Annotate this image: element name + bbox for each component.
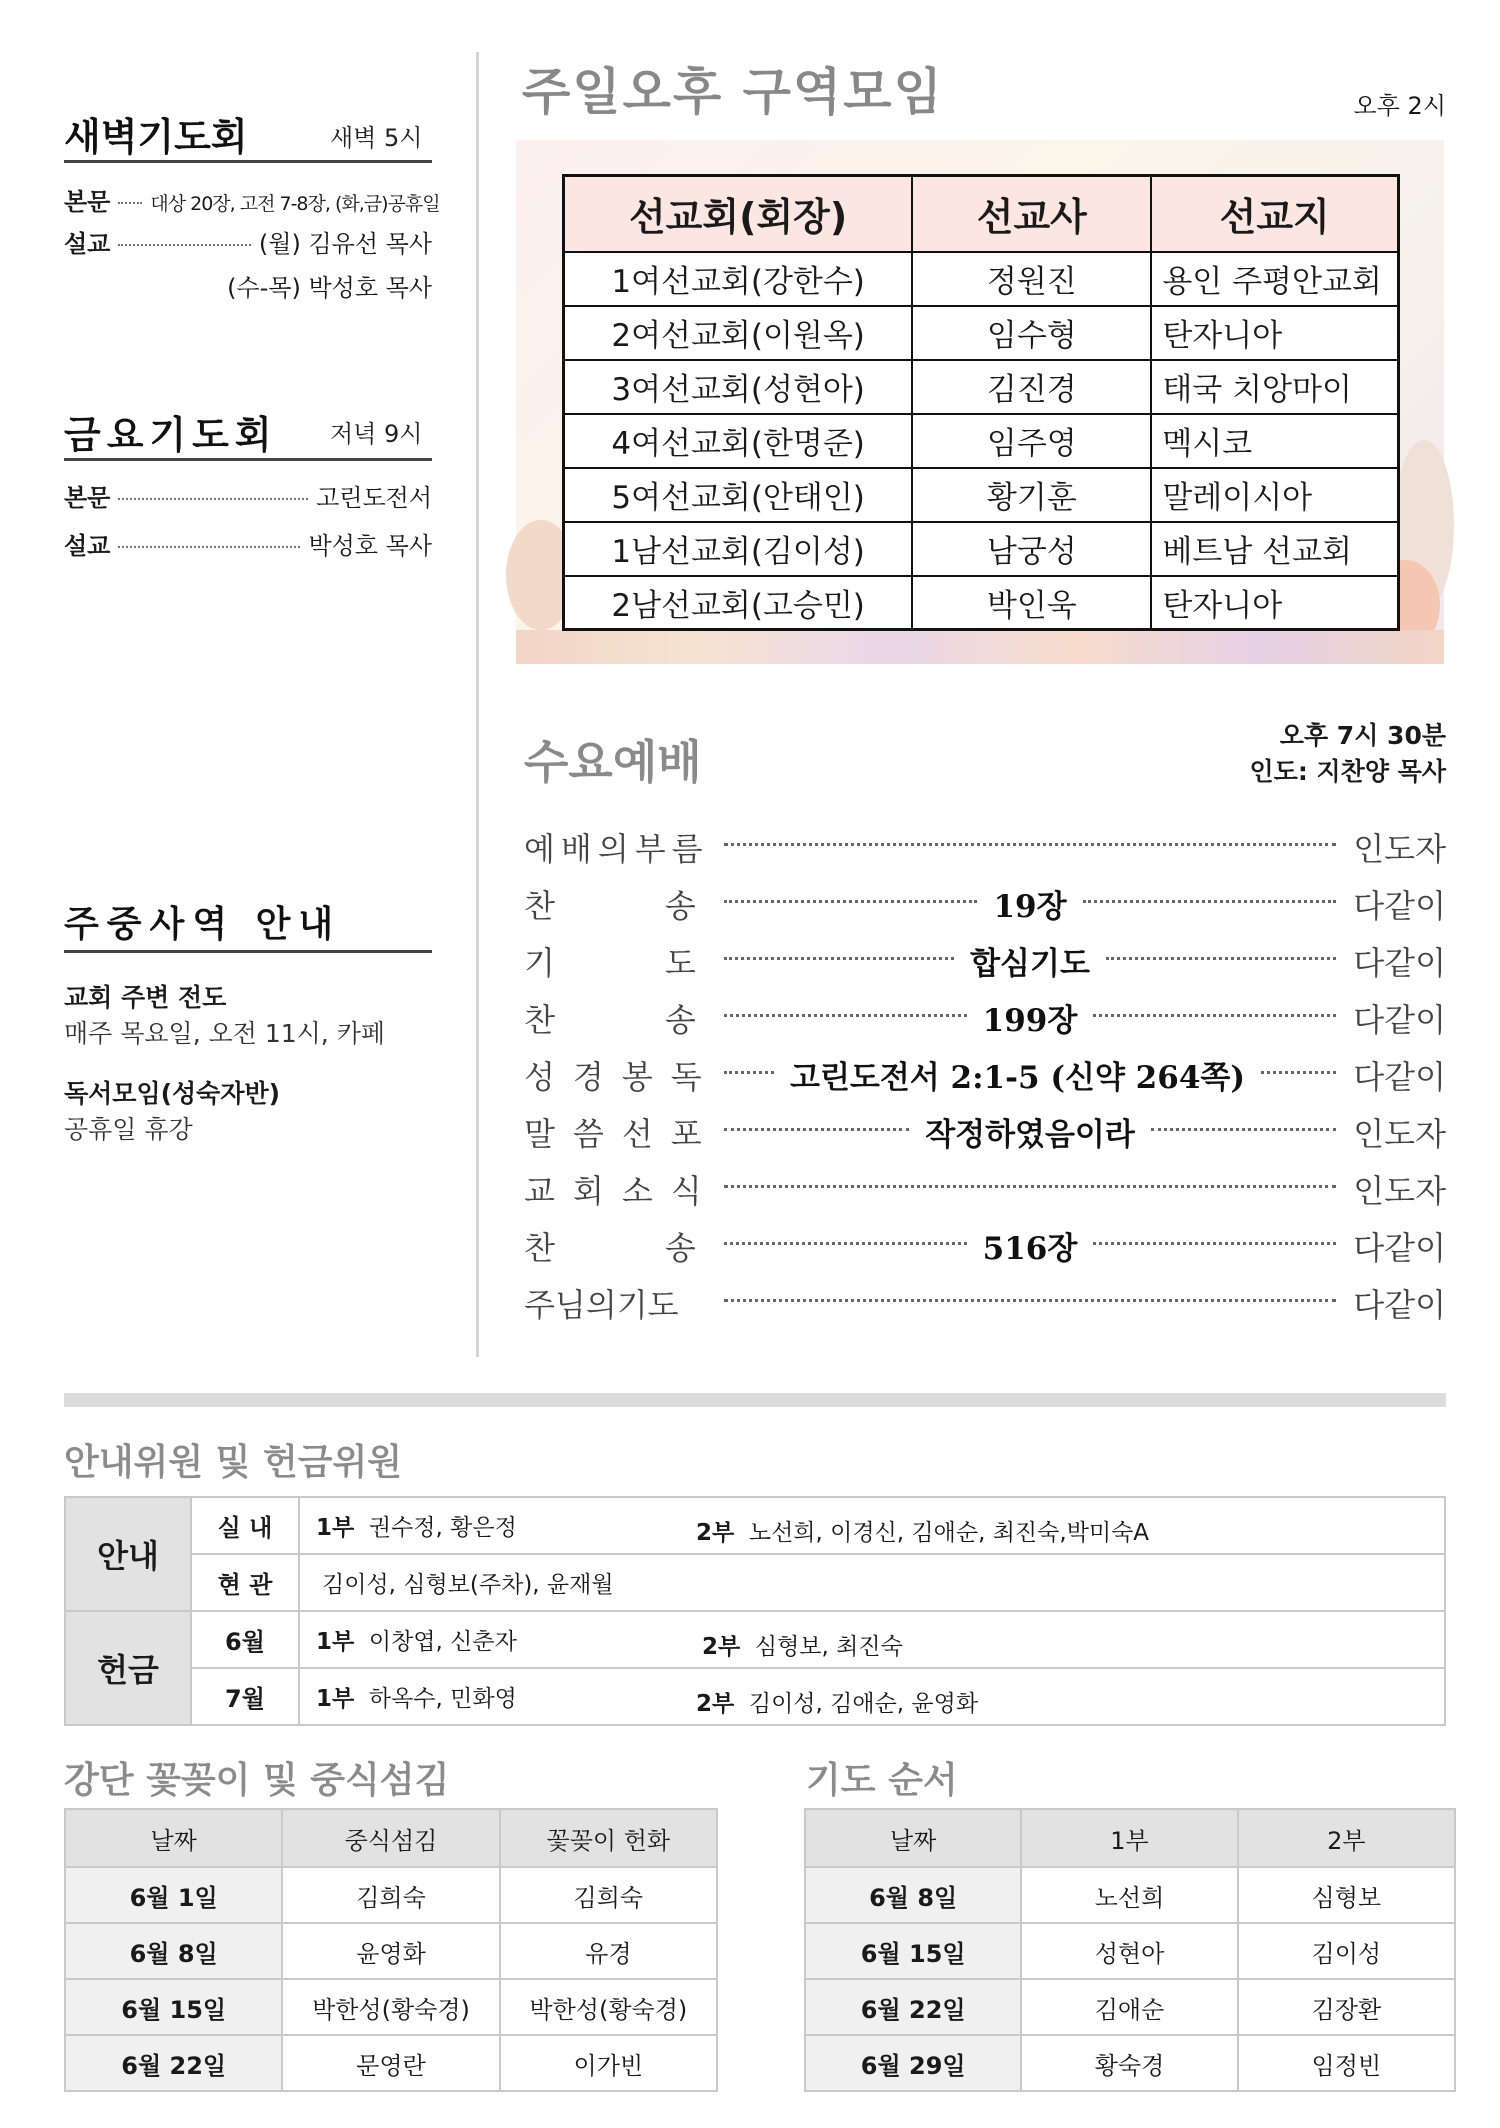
cell-service-2: 김장환 <box>1238 1979 1455 2035</box>
worship-item-name-text: 찬송 <box>524 886 806 925</box>
dotted-leader <box>724 1185 1336 1188</box>
cell-date: 6월 22일 <box>805 1979 1021 2035</box>
worship-item-name <box>524 1166 720 1212</box>
worship-item-performer: 다같이 <box>1353 1000 1446 1039</box>
worship-item-name <box>524 1052 720 1098</box>
july-names <box>299 1668 1445 1725</box>
dotted-leader <box>118 202 142 204</box>
cell-society: 3여선교회(성현아) <box>564 360 913 414</box>
friday-sermon-row <box>64 526 432 561</box>
table-row <box>65 1923 717 1979</box>
flower-border <box>516 630 1444 664</box>
table-row <box>564 306 1399 360</box>
worship-item-name-text: 찬송 <box>524 1000 806 1039</box>
col-header-flowers: 꽃꽂이 헌화 <box>500 1809 717 1867</box>
cell-date: 6월 8일 <box>65 1923 282 1979</box>
friday-prayer-time: 저녁 9시 <box>330 420 423 448</box>
cell-date: 6월 29일 <box>805 2035 1021 2091</box>
cell-flowers: 김희숙 <box>500 1867 717 1923</box>
entrance-label: 현 관 <box>191 1554 299 1611</box>
dawn-prayer-time: 새벽 5시 <box>330 124 423 152</box>
ministry-heading: 교회 주변 전도 <box>64 983 227 1012</box>
dawn-text-row <box>64 182 440 217</box>
cell-service-2: 심형보 <box>1238 1867 1455 1923</box>
ministry-heading: 독서모임(성숙자반) <box>64 1079 281 1108</box>
table-row <box>564 576 1399 630</box>
service-1-label: 1부 <box>316 1515 355 1541</box>
dawn-sermon-value-2: (수-목) 박성호 목사 <box>227 274 432 302</box>
friday-sermon-label: 설교 <box>64 532 111 560</box>
cell-date: 6월 22일 <box>65 2035 282 2091</box>
cell-date: 6월 15일 <box>65 1979 282 2035</box>
cell-flowers: 박한성(황숙경) <box>500 1979 717 2035</box>
cell-field: 탄자니아 <box>1151 576 1398 630</box>
worship-item-performer: 다같이 <box>1353 1285 1446 1324</box>
worship-order-row <box>524 1274 1446 1331</box>
prayer-order-title: 기도 순서 <box>806 1760 958 1801</box>
cell-service-1: 황숙경 <box>1021 2035 1237 2091</box>
cell-missionary: 황기훈 <box>912 468 1151 522</box>
cell-lunch: 문영란 <box>282 2035 499 2091</box>
worship-order-row <box>524 1160 1446 1217</box>
cell-date: 6월 1일 <box>65 1867 282 1923</box>
dotted-leader <box>1093 1242 1336 1245</box>
table-row <box>564 522 1399 576</box>
cell-service-2: 김이성 <box>1238 1923 1455 1979</box>
worship-item-name-text: 성경봉독 <box>524 1057 720 1096</box>
ushers-title: 안내위원 및 헌금위원 <box>64 1442 403 1483</box>
dawn-text-label: 본문 <box>64 188 111 216</box>
worship-item-performer: 다같이 <box>1353 886 1446 925</box>
dotted-leader <box>724 1014 967 1017</box>
worship-item-performer: 인도자 <box>1353 829 1446 868</box>
col-header-date: 날짜 <box>65 1809 282 1867</box>
friday-prayer-divider <box>64 458 432 461</box>
dawn-text-value: 대상 20장, 고전 7-8장, (화,금)공휴일 <box>150 193 440 215</box>
dawn-sermon-row <box>64 224 432 259</box>
dotted-leader <box>724 1299 1336 1302</box>
dawn-prayer-title: 새벽기도회 <box>64 115 248 159</box>
table-row <box>65 2035 717 2091</box>
dotted-leader <box>118 498 308 500</box>
worship-item-name <box>524 881 806 927</box>
service-2-names: 노선희, 이경신, 김애순, 최진숙,박미숙A <box>748 1520 1150 1546</box>
friday-prayer-title: 금요기도회 <box>64 413 278 457</box>
weekly-ministry-divider <box>64 950 432 953</box>
service-1-names: 권수정, 황은정 <box>368 1515 517 1541</box>
cell-society: 1남선교회(김이성) <box>564 522 913 576</box>
col-header-service-1: 1부 <box>1021 1809 1237 1867</box>
worship-item-name: 예배의부름 <box>524 829 709 868</box>
cell-society: 4여선교회(한명준) <box>564 414 913 468</box>
indoor-names <box>299 1497 1445 1554</box>
table-row <box>65 1979 717 2035</box>
entrance-names: 김이성, 심형보(주차), 윤재월 <box>299 1554 1445 1611</box>
table-row <box>564 414 1399 468</box>
cell-society: 2남선교회(고승민) <box>564 576 913 630</box>
cell-society: 5여선교회(안태인) <box>564 468 913 522</box>
worship-item-performer: 다같이 <box>1353 1228 1446 1267</box>
worship-item-name-text: 교회소식 <box>524 1171 720 1210</box>
cell-field: 용인 주평안교회 <box>1151 252 1398 306</box>
ushers-table <box>64 1496 1446 1726</box>
indoor-label: 실 내 <box>191 1497 299 1554</box>
dotted-leader <box>724 1071 774 1074</box>
col-header-mission-society: 선교회(회장) <box>564 176 913 252</box>
dotted-leader <box>1151 1128 1336 1131</box>
cell-missionary: 남궁성 <box>912 522 1151 576</box>
worship-item-performer: 다같이 <box>1353 1057 1446 1096</box>
service-2-group <box>702 1628 903 1661</box>
dotted-leader <box>724 843 1336 846</box>
service-1-names: 이창엽, 신춘자 <box>368 1629 517 1655</box>
district-table <box>562 174 1400 631</box>
cell-flowers: 유경 <box>500 1923 717 1979</box>
worship-order-row <box>524 1103 1446 1160</box>
dotted-leader <box>1106 957 1336 960</box>
cell-service-1: 성현아 <box>1021 1923 1237 1979</box>
cell-date: 6월 15일 <box>805 1923 1021 1979</box>
worship-item-name-text: 찬송 <box>524 1228 806 1267</box>
district-meeting-time: 오후 2시 <box>1353 92 1446 120</box>
cell-missionary: 박인욱 <box>912 576 1151 630</box>
worship-item-performer: 다같이 <box>1353 943 1447 982</box>
flowers-lunch-title: 강단 꽃꽂이 및 중식섬김 <box>64 1760 450 1801</box>
service-2-names: 심형보, 최진숙 <box>754 1634 903 1660</box>
worship-order-row <box>524 1046 1446 1103</box>
dotted-leader <box>724 900 977 903</box>
service-2-label: 2부 <box>702 1634 741 1660</box>
friday-sermon-value: 박성호 목사 <box>308 532 432 560</box>
cell-missionary: 임수형 <box>912 306 1151 360</box>
service-2-group <box>696 1514 1149 1547</box>
dotted-leader <box>1083 900 1336 903</box>
service-2-group <box>696 1685 978 1718</box>
friday-text-label: 본문 <box>64 484 111 512</box>
friday-text-value: 고린도전서 <box>316 484 432 512</box>
cell-society: 1여선교회(강한수) <box>564 252 913 306</box>
worship-order-row <box>524 989 1446 1046</box>
dotted-leader <box>724 1242 967 1245</box>
column-divider <box>476 52 479 1357</box>
worship-item-name <box>524 995 806 1041</box>
service-2-label: 2부 <box>696 1691 735 1717</box>
worship-item-name <box>524 938 806 984</box>
ministry-detail: 매주 목요일, 오전 11시, 카페 <box>64 1019 385 1048</box>
cell-field: 탄자니아 <box>1151 306 1398 360</box>
worship-item-name-text: 말씀선포 <box>524 1114 720 1153</box>
cell-society: 2여선교회(이원옥) <box>564 306 913 360</box>
prayer-order-table <box>804 1808 1456 2092</box>
table-row <box>564 468 1399 522</box>
dotted-leader <box>724 1128 909 1131</box>
table-row <box>805 1867 1455 1923</box>
cell-field: 베트남 선교회 <box>1151 522 1398 576</box>
june-names <box>299 1611 1445 1668</box>
wednesday-worship-leader: 인도: 지찬양 목사 <box>1249 757 1446 786</box>
worship-item-content: 199장 <box>982 1003 1078 1039</box>
table-row <box>564 360 1399 414</box>
table-row <box>805 1923 1455 1979</box>
service-1-names: 하옥수, 민화영 <box>368 1686 517 1712</box>
wednesday-worship-time: 오후 7시 30분 <box>1279 721 1446 750</box>
ministry-detail: 공휴일 휴강 <box>64 1115 193 1144</box>
dotted-leader <box>1261 1071 1336 1074</box>
worship-item-name-text: 기도 <box>524 943 806 982</box>
cell-service-1: 김애순 <box>1021 1979 1237 2035</box>
july-label: 7월 <box>191 1668 299 1725</box>
table-row <box>805 1979 1455 2035</box>
wednesday-worship-title: 수요예배 <box>524 735 702 789</box>
june-label: 6월 <box>191 1611 299 1668</box>
offering-label: 헌금 <box>65 1611 191 1725</box>
worship-item-content: 516장 <box>982 1231 1078 1267</box>
col-header-mission-field: 선교지 <box>1151 176 1398 252</box>
worship-item-performer: 인도자 <box>1353 1171 1446 1210</box>
worship-order-row <box>524 875 1446 932</box>
worship-order-row <box>524 818 1446 875</box>
service-2-names: 김이성, 김애순, 윤영화 <box>748 1691 979 1717</box>
section-divider-bar <box>64 1393 1446 1407</box>
worship-item-performer: 인도자 <box>1353 1114 1446 1153</box>
service-2-label: 2부 <box>696 1520 735 1546</box>
col-header-lunch: 중식섬김 <box>282 1809 499 1867</box>
worship-item-content: 작정하였음이라 <box>925 1117 1135 1153</box>
cell-lunch: 윤영화 <box>282 1923 499 1979</box>
col-header-date: 날짜 <box>805 1809 1021 1867</box>
cell-missionary: 김진경 <box>912 360 1151 414</box>
col-header-service-2: 2부 <box>1238 1809 1455 1867</box>
dotted-leader <box>1093 1014 1336 1017</box>
worship-order-row <box>524 932 1446 989</box>
cell-missionary: 임주영 <box>912 414 1151 468</box>
guide-label: 안내 <box>65 1497 191 1611</box>
worship-item-content: 19장 <box>993 889 1067 925</box>
district-meeting-title: 주일오후 구역모임 <box>522 63 944 121</box>
cell-missionary: 정원진 <box>912 252 1151 306</box>
dotted-leader <box>724 957 954 960</box>
cell-lunch: 김희숙 <box>282 1867 499 1923</box>
service-1-label: 1부 <box>316 1629 355 1655</box>
worship-item-name-text: 주님의기도 <box>524 1285 679 1324</box>
dawn-prayer-divider <box>64 160 432 163</box>
dawn-sermon-value: (월) 김유선 목사 <box>258 230 432 258</box>
dotted-leader <box>118 244 251 246</box>
cell-service-2: 임정빈 <box>1238 2035 1455 2091</box>
worship-item-content: 합심기도 <box>970 946 1090 982</box>
dotted-leader <box>118 546 300 548</box>
worship-item-name <box>524 1109 720 1155</box>
cell-field: 멕시코 <box>1151 414 1398 468</box>
cell-flowers: 이가빈 <box>500 2035 717 2091</box>
cell-lunch: 박한성(황숙경) <box>282 1979 499 2035</box>
dawn-sermon-row-2 <box>64 268 432 303</box>
table-row <box>65 1867 717 1923</box>
col-header-missionary: 선교사 <box>912 176 1151 252</box>
worship-order-row <box>524 1217 1446 1274</box>
service-1-label: 1부 <box>316 1686 355 1712</box>
cell-date: 6월 8일 <box>805 1867 1021 1923</box>
cell-field: 말레이시아 <box>1151 468 1398 522</box>
cell-service-1: 노선희 <box>1021 1867 1237 1923</box>
worship-item-name <box>524 1280 714 1326</box>
table-row <box>805 2035 1455 2091</box>
table-row <box>564 252 1399 306</box>
cell-field: 태국 치앙마이 <box>1151 360 1398 414</box>
friday-text-row <box>64 478 432 513</box>
worship-item-content: 고린도전서 2:1-5 (신약 264쪽) <box>790 1060 1246 1096</box>
dawn-sermon-label: 설교 <box>64 230 111 258</box>
worship-item-name <box>524 1223 806 1269</box>
flowers-lunch-table <box>64 1808 718 2092</box>
weekly-ministry-title: 주중사역 안내 <box>64 904 342 945</box>
